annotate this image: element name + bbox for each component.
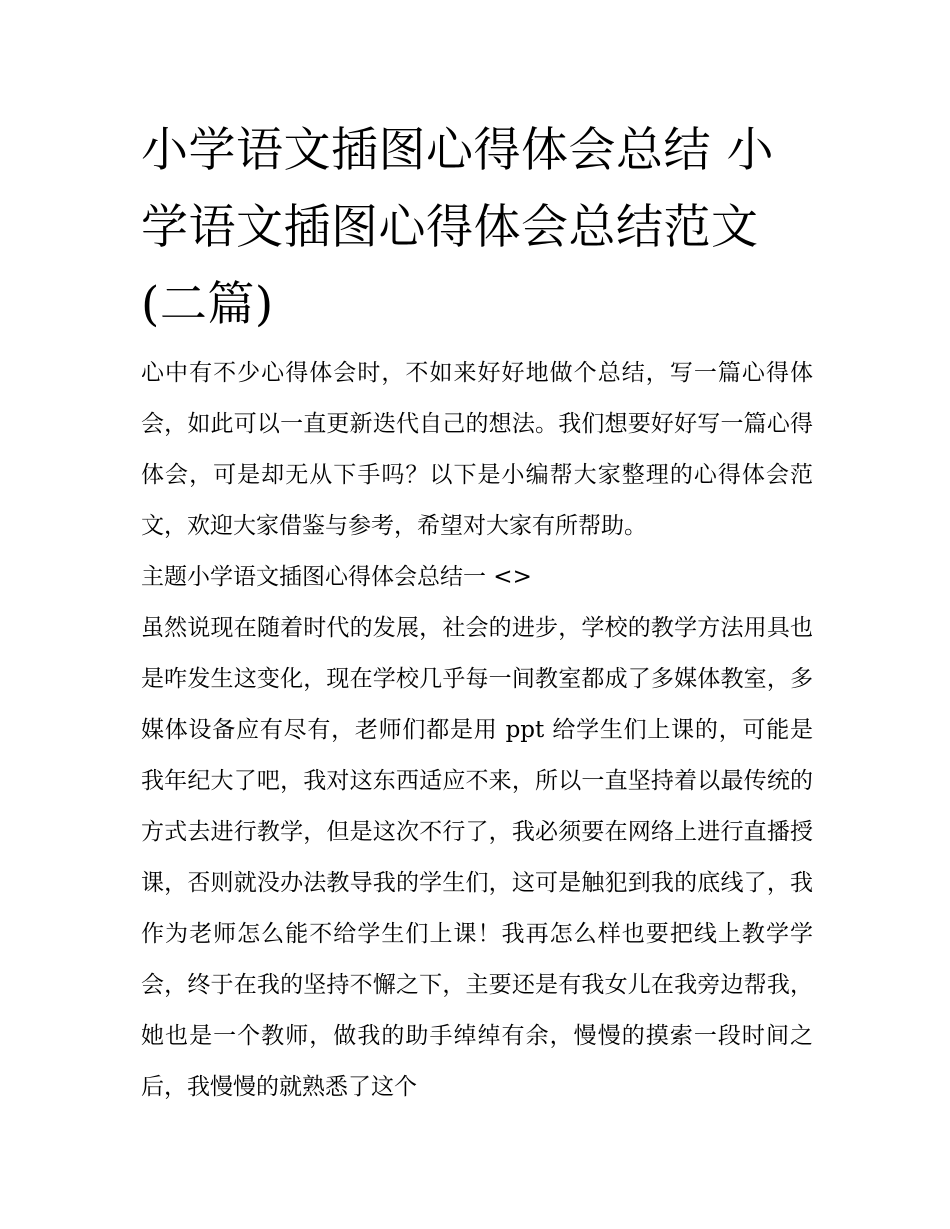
document-title: 小学语文插图心得体会总结 小学语文插图心得体会总结范文(二篇) xyxy=(141,123,774,332)
document-content xyxy=(141,112,813,1113)
section-heading: 主题小学语文插图心得体会总结一 <> xyxy=(141,564,532,590)
intro-paragraph: 心中有不少心得体会时，不如来好好地做个总结，写一篇心得体会，如此可以一直更新迭代自己的想法。我们想要好好写一篇心得体会，可是却无从下手吗？以下是小编帮大家整理的心得体会范文，欢迎大家借鉴与参考，希望对大家有所帮助。 xyxy=(141,360,813,539)
body-paragraph: 虽然说现在随着时代的发展，社会的进步，学校的教学方法用具也是咋发生这变化，现在学校几乎每一间教室都成了多媒体教室，多媒体设备应有尽有，老师们都是用 ppt 给学生们上课的，可能是我年纪大了吧，我对这东西适应不来，所以一直坚持着以最传统的方式去进行教学，但是这次不行了，我必须要在网络上进行直播授课，否则就没办法教导我的学生们，这可是触犯到我的底线了，我作为老师怎么能不给学生们上课！我再怎么样也要把线上教学学会，终于在我的坚持不懈之下，主要还是有我女儿在我旁边帮我，她也是一个教师，做我的助手绰绰有余，慢慢的摸索一段时间之后，我慢慢的就熟悉了这个 xyxy=(141,615,813,1100)
